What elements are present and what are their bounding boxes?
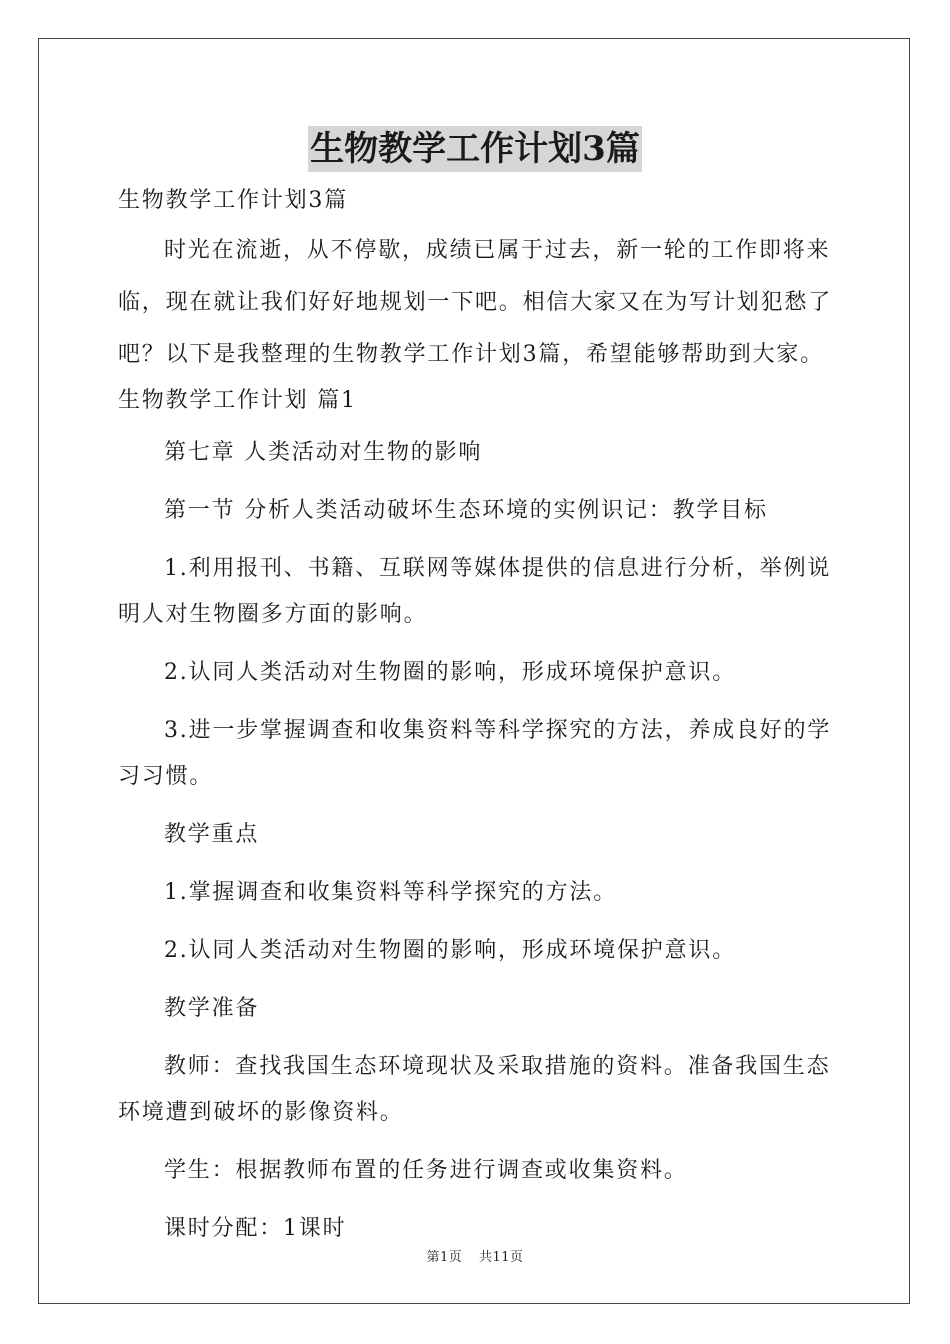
document-subtitle: 生物教学工作计划3篇 <box>118 188 348 213</box>
page-footer <box>0 1246 950 1265</box>
goal-2: 2.认同人类活动对生物圈的影响，形成环境保护意识。 <box>164 660 736 685</box>
key-points-heading: 教学重点 <box>164 822 260 847</box>
section-heading: 生物教学工作计划 篇1 <box>118 388 357 413</box>
intro-line-1: 时光在流逝，从不停歇，成绩已属于过去，新一轮的工作即将来 <box>164 238 831 263</box>
intro-line-2: 临，现在就让我们好好地规划一下吧。相信大家又在为写计划犯愁了 <box>118 290 833 315</box>
goal-1-line-1: 1.利用报刊、书籍、互联网等媒体提供的信息进行分析，举例说 <box>164 556 832 581</box>
document-title: 生物教学工作计划3篇 <box>308 126 642 172</box>
preparation-heading: 教学准备 <box>164 996 260 1021</box>
section-1-heading: 第一节 分析人类活动破坏生态环境的实例识记：教学目标 <box>164 498 768 523</box>
document-body <box>118 178 836 1252</box>
goal-3-line-1: 3.进一步掌握调查和收集资料等科学探究的方法，养成良好的学 <box>164 718 832 743</box>
teacher-prep-line-1: 教师：查找我国生态环境现状及采取措施的资料。准备我国生态 <box>164 1054 831 1079</box>
goal-1-line-2: 明人对生物圈多方面的影响。 <box>118 602 428 627</box>
student-prep: 学生：根据教师布置的任务进行调查或收集资料。 <box>164 1158 688 1183</box>
page-number: 第1页 <box>426 1250 463 1265</box>
key-point-1: 1.掌握调查和收集资料等科学探究的方法。 <box>164 880 617 905</box>
class-schedule: 课时分配：1课时 <box>164 1216 347 1241</box>
intro-line-3: 吧？以下是我整理的生物教学工作计划3篇，希望能够帮助到大家。 <box>118 342 824 367</box>
teacher-prep-line-2: 环境遭到破坏的影像资料。 <box>118 1100 404 1125</box>
title-container <box>0 126 950 172</box>
page-total: 共11页 <box>478 1250 524 1265</box>
key-point-2: 2.认同人类活动对生物圈的影响，形成环境保护意识。 <box>164 938 736 963</box>
chapter-heading: 第七章 人类活动对生物的影响 <box>164 440 483 465</box>
goal-3-line-2: 习习惯。 <box>118 764 214 789</box>
